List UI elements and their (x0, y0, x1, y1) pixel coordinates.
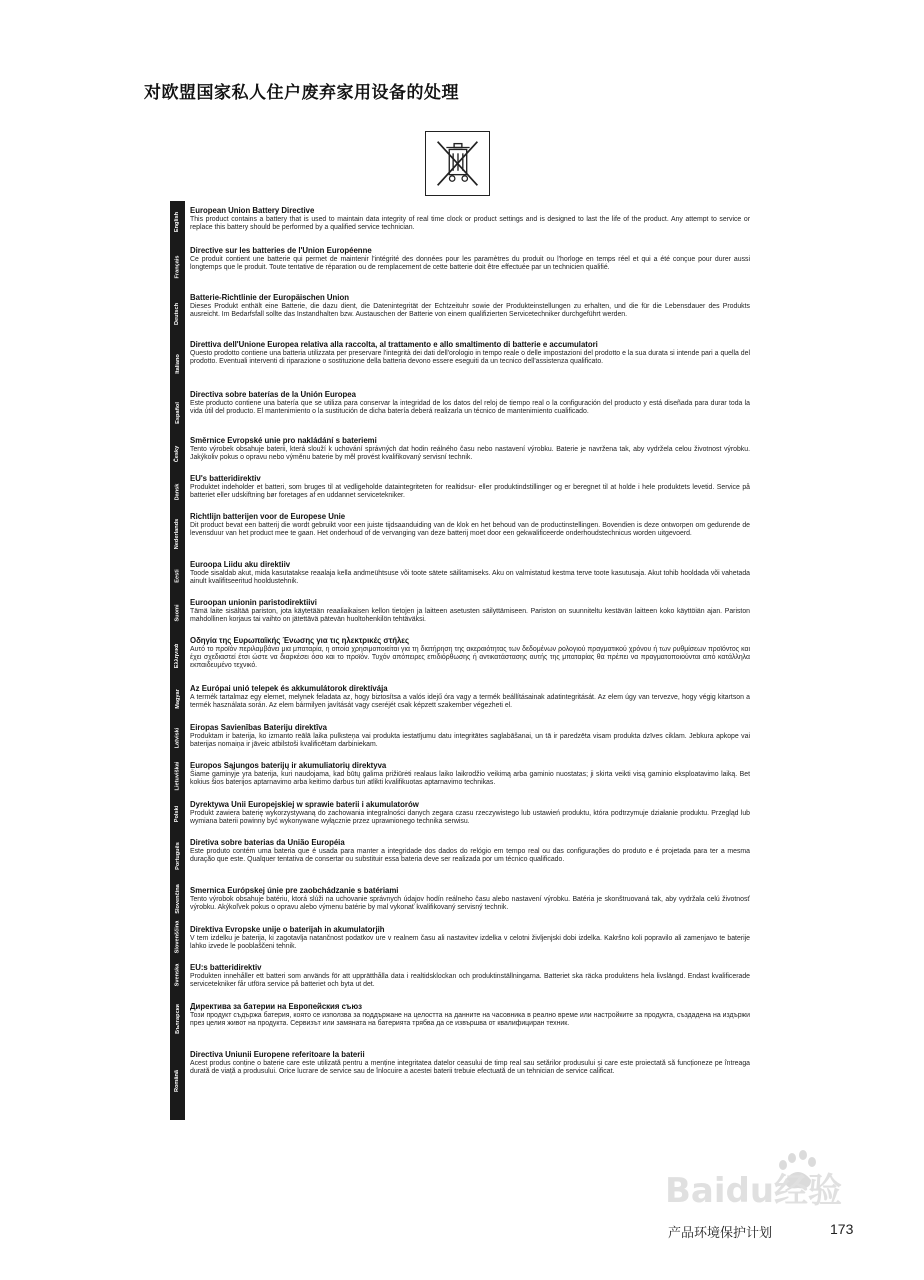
language-label-cesky: Česky (174, 445, 181, 463)
directive-title: Richtlijn batterijen voor de Europese Unie (190, 512, 346, 521)
language-label-latviski: Latviski (174, 727, 181, 748)
directive-title: Директива за батерии на Европейския съюз (190, 1002, 363, 1011)
language-label-francais: Français (174, 254, 181, 279)
language-label-portugues: Português (174, 841, 181, 870)
directive-title: Směrnice Evropské unie pro nakládání s bateriemi (190, 436, 377, 445)
language-label-polski: Polski (174, 805, 181, 822)
directive-title: Dyrektywa Unii Europejskiej w sprawie baterii i akumulatorów (190, 800, 419, 809)
language-label-english: English (174, 211, 181, 233)
directive-body: Tento výrobek obsahuje baterii, která slouží k uchování správných dat hodin reálného času nebo nastavení výrobku. Baterie je navržena tak, aby vydržela celou životnost výrobku. Jakýkoliv pokus o opravu nebo výměnu baterie by měl provést kvalifikovaný servisní technik. (190, 445, 750, 461)
directive-body: Produkt zawiera baterię wykorzystywaną do zachowania integralności danych zegara czasu rzeczywistego lub ustawień produktu, która podtrzymuje działanie produktu. Przegląd lub wymiana baterii powinny być wykonywane wyłącznie przez uprawnionego technika serwisu. (190, 809, 750, 825)
language-label-slovencina: Slovenčina (174, 883, 181, 914)
language-label-dansk: Dansk (174, 483, 181, 500)
directive-suomi (190, 598, 750, 624)
weee-symbol (425, 131, 490, 196)
directive-dansk (190, 474, 750, 500)
directive-deutsch (190, 293, 750, 319)
directive-polski (190, 800, 750, 826)
language-label-balgarski: Български (174, 1003, 181, 1034)
directive-title: Directiva Uniunii Europene referitoare la baterii (190, 1050, 365, 1059)
directive-body: This product contains a battery that is used to maintain data integrity of real time clock or product settings and is designed to last the life of the product. Any attempt to service or replace this battery should be performed by a qualified service technician. (190, 215, 750, 231)
directive-body: Acest produs conține o baterie care este utilizată pentru a menține integritatea datelor ceasului de timp real sau setărilor produsului și care este proiectată să funcționeze pe întreaga durată de viață a produsului. Orice lucrare de service sau de înlocuire a acestei baterii trebuie efectuată de un tehnician de service calificat. (190, 1059, 750, 1075)
directive-portugues (190, 838, 750, 864)
directive-body: A termék tartalmaz egy elemet, melynek feladata az, hogy biztosítsa a valós idejű óra vagy a termék beállításainak adatintegritását. Az elem úgy van tervezve, hogy végig kitartson a termék használata során. Az elem bármilyen javítását vagy cseréjét csak képzett szakember végezheti el. (190, 693, 750, 709)
directive-lietuviskai (190, 761, 750, 787)
directive-romana (190, 1050, 750, 1076)
language-label-lietuviskai: Lietuviškai (174, 761, 181, 791)
directive-italiano (190, 340, 750, 366)
crossed-out-wheelie-bin-icon (426, 132, 489, 195)
directive-body: Този продукт съдържа батерия, която се използва за поддържане на целостта на данните на часовника в реално време или настройките за продукта, създадена на издържи през целия живот на продукта. Сервизът или замяната на батерията трябва да се извършва от квалифициран техник. (190, 1011, 750, 1027)
directive-body: Šiame gaminyje yra baterija, kuri naudojama, kad būtų galima prižiūrėti realaus laiko laikrodžio veikimą arba gaminio nuostatas; ji skirta veikti visą gaminio eksploatavimo laiką. Bet kokius šios baterijos aptarnavimo arba keitimo darbus turi atlikti kvalifikuotas aptarnavimo technikas. (190, 770, 750, 786)
directive-magyar (190, 684, 750, 710)
language-label-magyar: Magyar (174, 689, 181, 709)
directive-slovenscina (190, 925, 750, 951)
directive-title: Smernica Európskej únie pre zaobchádzanie s batériami (190, 886, 399, 895)
directive-title: Direttiva dell'Unione Europea relativa alla raccolta, al trattamento e allo smaltimento di batterie e accumulatori (190, 340, 598, 349)
directive-title: Euroopa Liidu aku direktiiv (190, 560, 291, 569)
directive-title: EU's batteridirektiv (190, 474, 261, 483)
directive-title: Οδηγία της Ευρωπαϊκής Ένωσης για τις ηλεκτρικές στήλες (190, 636, 410, 645)
directive-body: Tämä laite sisältää pariston, jota käytetään reaaliaikaisen kellon tietojen ja laitteen asetusten säilyttämiseen. Pariston on suunniteltu kestävän laitteen koko käyttöiän ajan. Pariston mahdollinen korjaus tai vaihto on jätettävä pätevän huoltohenkilön tehtäväksi. (190, 607, 750, 623)
directive-francais (190, 246, 750, 272)
directive-slovencina (190, 886, 750, 912)
directive-title: Euroopan unionin paristodirektiivi (190, 598, 317, 607)
directive-ellinika (190, 636, 750, 670)
directive-title: Diretiva sobre baterias da União Européia (190, 838, 345, 847)
directive-body: Toode sisaldab akut, mida kasutatakse reaalaja kella andmeühtsuse või toote sätete säilitamiseks. Aku on valmistatud kestma terve toote kasutusaja. Akut tohib hooldada või vahetada ainult kvalifitseeritud hooldustehnik. (190, 569, 750, 585)
directive-title: European Union Battery Directive (190, 206, 315, 215)
directive-body: Produktet indeholder et batteri, som bruges til at vedligeholde dataintegriteten for realtidsur- eller produktindstillinger og er beregnet til at holde i hele produktets levetid. Service på batteriet eller udskiftning bør foretages af en uddannet servicetekniker. (190, 483, 750, 499)
directive-body: Questo prodotto contiene una batteria utilizzata per preservare l'integrità dei dati dell'orologio in tempo reale o delle impostazioni del prodotto e la sua durata si intende pari a quella del prodotto. Eventuali interventi di riparazione o sostituzione della batteria devono essere eseguiti da un tecnico dell'assistenza qualificato. (190, 349, 750, 365)
directive-title: Directive sur les batteries de l'Union Européenne (190, 246, 372, 255)
directive-body: Αυτό το προϊόν περιλαμβάνει μια μπαταρία, η οποία χρησιμοποιείται για τη διατήρηση της ακεραιότητας των δεδομένων ρολογιού πραγματικού χρόνου ή των ρυθμίσεων προϊόντος και έχει σχεδιαστεί έτσι ώστε να διαρκέσει όσο και το προϊόν. Τυχόν απόπειρες επιδιόρθωσης ή αντικατάστασης αυτής της μπαταρίας θα πρέπει να πραγματοποιούνται από κατάλληλα εκπαιδευμένο τεχνικό. (190, 645, 750, 669)
directive-latviski (190, 723, 750, 749)
language-label-nederlands: Nederlands (174, 518, 181, 549)
directive-body: V tem izdelku je baterija, ki zagotavlja natančnost podatkov ure v realnem času ali nastavitev izdelka v celotni življenjski dobi izdelka. Kakršno koli popravilo ali zamenjavo te baterije lahko izvede le pooblaščeni tehnik. (190, 934, 750, 950)
directive-title: Directiva sobre baterías de la Unión Europea (190, 390, 356, 399)
directive-svenska (190, 963, 750, 989)
directive-body: Ce produit contient une batterie qui permet de maintenir l'intégrité des données pour les paramètres du produit ou l'horloge en temps réel et qui a été conçue pour durer aussi longtemps que le produit. Toute tentative de réparation ou de remplacement de cette batterie doit être effectuée par un technicien qualifié. (190, 255, 750, 271)
directive-body: Dieses Produkt enthält eine Batterie, die dazu dient, die Datenintegrität der Echtzeituhr sowie der Produkteinstellungen zu erhalten, und die für die Lebensdauer des Produkts ausreicht. Im Bedarfsfall sollte das Instandhalten bzw. Austauschen der Batterie von einem qualifizierten Servicetechniker durchgeführt werden. (190, 302, 750, 318)
directive-espanol (190, 390, 750, 416)
directive-body: Dit product bevat een batterij die wordt gebruikt voor een juiste tijdsaanduiding van de klok en het behoud van de productinstellingen. Bovendien is deze ontworpen om gedurende de levensduur van het product mee te gaan. Het onderhoud of de vervanging van deze batterij moet door een gekwalificeerde onderhoudstechnicus worden uitgevoerd. (190, 521, 750, 537)
directive-nederlands (190, 512, 750, 538)
language-strip (170, 201, 185, 1120)
directive-title: Direktiva Evropske unije o baterijah in akumulatorjih (190, 925, 385, 934)
baidu-jingyan-watermark (665, 1150, 885, 1210)
page-number: 173 (830, 1221, 854, 1237)
language-label-espanol: Español (174, 401, 181, 424)
language-label-ellinika: Ελληνικά (174, 643, 181, 669)
directive-title: Az Európai unió telepek és akkumulátorok direktívája (190, 684, 388, 693)
directive-title: Europos Sąjungos baterijų ir akumuliatorių direktyva (190, 761, 387, 770)
directive-balgarski (190, 1002, 750, 1028)
page-title: 对欧盟国家私人住户废弃家用设备的处理 (144, 83, 459, 103)
language-label-deutsch: Deutsch (174, 302, 181, 325)
directive-body: Produkten innehåller ett batteri som används för att upprätthålla data i realtidsklockan och produktinställningarna. Batteriet ska räcka produktens hela livslängd. Endast kvalificerade servicetekniker får utföra service på batteriet och byta ut det. (190, 972, 750, 988)
language-label-slovenscina: Slovenščina (174, 920, 181, 953)
language-label-svenska: Svenska (174, 963, 181, 987)
language-label-eesti: Eesti (174, 568, 181, 583)
language-label-italiano: Italiano (174, 353, 181, 374)
directive-body: Tento výrobok obsahuje batériu, ktorá slúži na uchovanie správnych údajov hodín reálneho času alebo nastavení výrobku. Batéria je skonštruovaná tak, aby vydržala celú životnosť výrobku. Akýkoľvek pokus o opravu alebo výmenu batérie by mal vykonať kvalifikovaný servisný technik. (190, 895, 750, 911)
directive-title: Eiropas Savienības Bateriju direktīva (190, 723, 327, 732)
footer-section-title: 产品环境保护计划 (668, 1226, 773, 1241)
directive-english (190, 206, 750, 232)
directive-body: Este producto contiene una batería que se utiliza para conservar la integridad de los datos del reloj de tiempo real o la configuración del producto y está diseñada para durar toda la vida útil del producto. El mantenimiento o la sustitución de dicha batería deberá realizarla un técnico de mantenimiento cualificado. (190, 399, 750, 415)
directive-cesky (190, 436, 750, 462)
directive-title: EU:s batteridirektiv (190, 963, 262, 972)
language-label-suomi: Suomi (174, 604, 181, 622)
directive-eesti (190, 560, 750, 586)
directive-title: Batterie-Richtlinie der Europäischen Union (190, 293, 349, 302)
language-label-romana: Română (174, 1069, 181, 1093)
directive-body: Produktam ir baterija, ko izmanto reālā laika pulksteņa vai produkta iestatījumu datu integritātes saglabāšanai, un tā ir paredzēta visam produkta dzīves ciklam. Jebkura apkope vai baterijas nomaiņa ir jāveic atbilstoši kvalificētam darbiniekam. (190, 732, 750, 748)
directive-body: Este produto contém uma bateria que é usada para manter a integridade dos dados do relógio em tempo real ou das configurações do produto e é projetada para ter a mesma duração que este. Qualquer tentativa de consertar ou substituir essa bateria deve ser realizada por um técnico qualificado. (190, 847, 750, 863)
svg-text:Baidu经验: Baidu经验 (665, 1171, 843, 1210)
